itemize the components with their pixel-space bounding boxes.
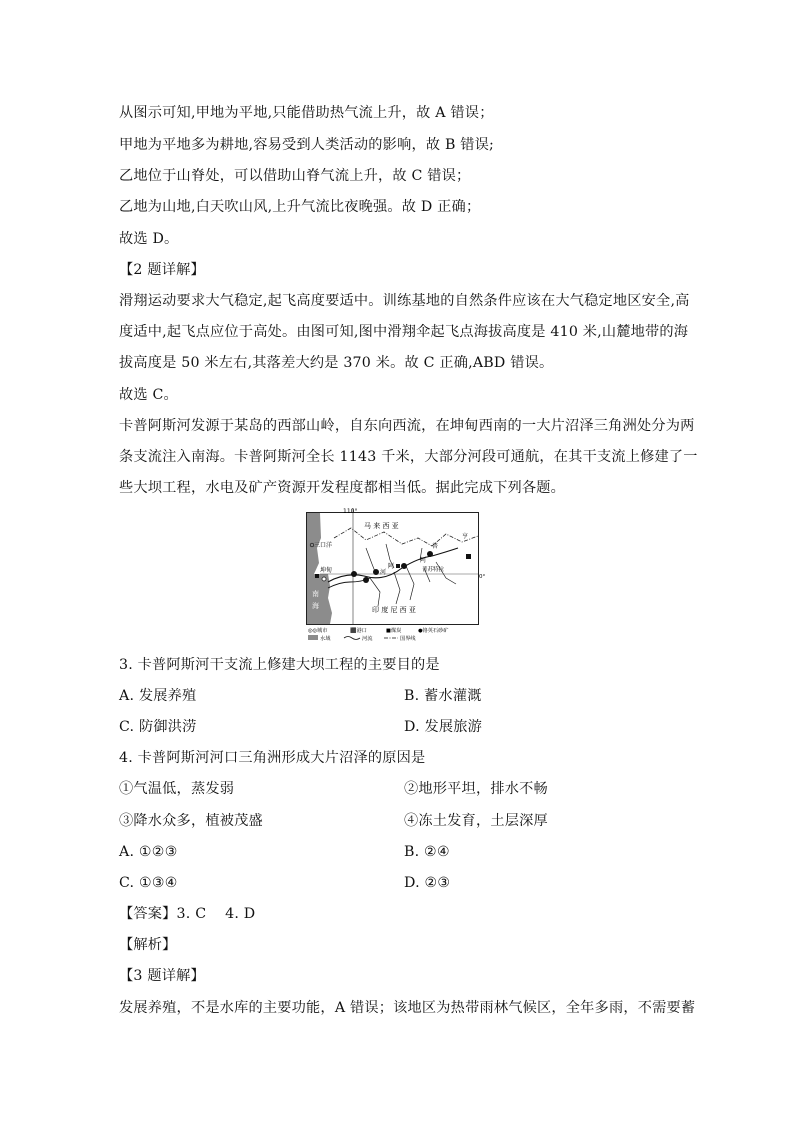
svg-text:阿: 阿	[388, 563, 395, 570]
section-heading: 【3 题详解】	[119, 968, 205, 984]
country-malaysia: 马 来 西 亚	[364, 522, 399, 530]
kapuas-river-map	[306, 508, 486, 642]
latitude-label: 0°	[479, 574, 486, 580]
text-line: 乙地位于山脊处，可以借助山脊气流上升，故 C 错误；	[119, 168, 471, 184]
svg-text:河: 河	[380, 569, 387, 576]
legend-mine: ●铬英石砂矿	[418, 628, 449, 634]
legend-water: 水域	[320, 636, 331, 642]
question-3-option-a: A. 发展养殖	[119, 688, 197, 704]
text-line: 度适中,起飞点应位于高处。由图可知,图中滑翔伞起飞点海拔高度是 410 米,山麓地带的海	[119, 324, 689, 340]
text-line: 条支流注入南海。卡普阿斯河全长 1143 千米，大部分河段可通航，在其干支流上修建了一	[119, 449, 698, 465]
legend-city: ◎◎城市	[308, 628, 328, 634]
text-line: 故选 C。	[119, 387, 178, 403]
text-line: 些大坝工程，水电及矿产资源开发程度都相当低。据此完成下列各题。	[119, 480, 566, 496]
svg-text:亨: 亨	[462, 533, 469, 540]
city-label: 三口洋	[314, 542, 333, 549]
question-4-statement-2: ②地形平坦，排水不畅	[404, 781, 548, 797]
svg-text:阿: 阿	[420, 557, 427, 564]
question-4-stem: 4. 卡普阿斯河河口三角洲形成大片沼泽的原因是	[119, 750, 426, 766]
answer-line: 【答案】3. C 4. D	[119, 906, 256, 922]
question-4-option-a: A. ①②③	[119, 844, 178, 860]
legend-port: ⬛港口	[350, 628, 367, 634]
svg-text:普苏特拉: 普苏特拉	[422, 567, 445, 573]
question-4-option-d: D. ②③	[404, 875, 451, 891]
text-line: 从图示可知,甲地为平地,只能借助热气流上升，故 A 错误；	[119, 105, 494, 121]
question-3-option-c: C. 防御洪涝	[119, 719, 197, 735]
text-line: 发展养殖，不是水库的主要功能，A 错误；该地区为热带雨林气候区，全年多雨，不需要蓄	[119, 1000, 696, 1016]
legend-river: 河流	[362, 636, 373, 642]
question-4-option-c: C. ①③④	[119, 875, 178, 891]
legend-border: 国界线	[400, 636, 416, 642]
section-heading: 【2 题详解】	[119, 262, 205, 278]
text-line: 甲地为平地多为耕地,容易受到人类活动的影响，故 B 错误;	[119, 137, 495, 153]
svg-text:海: 海	[312, 602, 319, 610]
question-4-statement-1: ①气温低，蒸发弱	[119, 781, 235, 797]
question-4-option-b: B. ②④	[404, 844, 450, 860]
question-4-statement-4: ④冻土发育，土层深厚	[404, 813, 548, 829]
question-3-option-d: D. 发展旅游	[404, 719, 483, 735]
analysis-heading: 【解析】	[119, 937, 177, 953]
text-line: 卡普阿斯河发源于某岛的西部山岭，自东向西流，在坤甸西南的一大片沼泽三角洲处分为两	[119, 418, 695, 434]
sea-label: 南	[312, 590, 319, 598]
question-3-stem: 3. 卡普阿斯河干支流上修建大坝工程的主要目的是	[119, 657, 440, 673]
question-3-option-b: B. 蓄水灌溉	[404, 688, 482, 704]
svg-text:普: 普	[432, 543, 439, 550]
longitude-label: 110°	[343, 508, 358, 515]
text-line: 故选 D。	[119, 231, 179, 247]
country-indonesia: 印 度 尼 西 亚	[372, 606, 416, 614]
question-4-statement-3: ③降水众多，植被茂盛	[119, 813, 263, 829]
text-line: 拔高度是 50 米左右,其落差大约是 370 米。故 C 正确,ABD 错误。	[119, 355, 554, 371]
text-line: 滑翔运动要求大气稳定,起飞高度要适中。训练基地的自然条件应该在大气稳定地区安全,高	[119, 293, 690, 309]
text-line: 乙地为山地,白天吹山风,上升气流比夜晚强。故 D 正确；	[119, 199, 481, 215]
city-label: 坤甸	[320, 567, 333, 574]
legend-coal: ■煤炭	[386, 628, 402, 634]
